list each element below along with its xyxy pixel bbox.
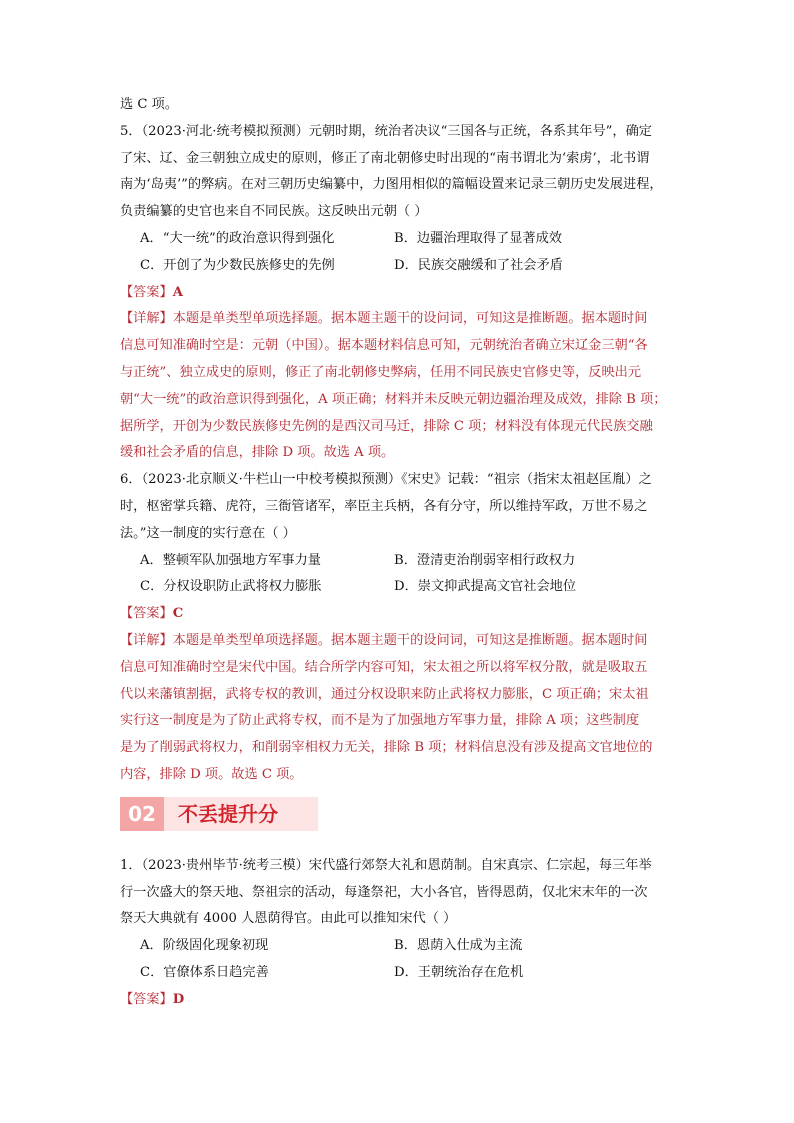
options-row bbox=[120, 960, 682, 987]
answer-value: A bbox=[172, 284, 183, 300]
options-row bbox=[120, 253, 682, 280]
question-text-line: 行一次盛大的祭天地、祭祖宗的活动，每逢祭祀，大小各官，皆得恩荫，仅北宋末年的一次 bbox=[120, 884, 648, 900]
document-page bbox=[120, 92, 682, 1014]
section2-question-1 bbox=[120, 853, 682, 1014]
option-b: B．边疆治理取得了显著成效 bbox=[394, 230, 562, 246]
options-row bbox=[120, 933, 682, 960]
options-row bbox=[120, 574, 682, 601]
option-a: A．阶级固化现象初现 bbox=[140, 938, 269, 954]
option-b: B．澄清吏治削弱宰相行政权力 bbox=[394, 552, 576, 568]
continuation-line: 选 C 项。 bbox=[120, 97, 179, 112]
explanation-line: 信息可知准确时空是：元朝（中国）。据本题材料信息可知，元朝统治者确立宋辽金三朝“各 bbox=[120, 338, 648, 354]
explanation-line: 是为了削弱武将权力，和削弱宰相权力无关，排除 B 项；材料信息没有涉及提高文官地位的 bbox=[120, 740, 653, 756]
option-b: B．恩荫入仕成为主流 bbox=[394, 938, 523, 954]
explanation-line bbox=[120, 628, 682, 655]
options-row bbox=[120, 226, 682, 253]
explanation-line: 朝“大一统”的政治意识得到强化，A 项正确；材料并未反映元朝边疆治理及成效，排除 B 项； bbox=[120, 391, 667, 407]
options-row bbox=[120, 548, 682, 575]
question-text-line: 法。”这一制度的实行意在（ ） bbox=[120, 525, 296, 541]
question-text-line: 时，枢密掌兵籍、虎符，三衙管诸军，率臣主兵柄，各有分守，所以维持军政，万世不易之 bbox=[120, 498, 648, 514]
answer-label: 【答案】 bbox=[120, 991, 173, 1007]
question-text-line: 6．（2023·北京顺义·牛栏山一中校考模拟预测）《宋史》记载：“祖宗（指宋太祖赵匡胤）之 bbox=[120, 472, 652, 488]
question-text-line: 1．（2023·贵州毕节·统考三模）宋代盛行郊祭大礼和恩荫制。自宋真宗、仁宗起，每三年举 bbox=[120, 857, 652, 873]
answer-value: D bbox=[172, 991, 185, 1007]
option-c: C．开创了为少数民族修史的先例 bbox=[140, 257, 335, 273]
option-d: D．王朝统治存在危机 bbox=[394, 964, 524, 980]
explanation-line: 代以来藩镇割据，武将专权的教训，通过分权设职来防止武将权力膨胀，C 项正确；宋太祖 bbox=[120, 686, 649, 702]
option-c: C．官僚体系日趋完善 bbox=[140, 964, 269, 980]
question-6 bbox=[120, 467, 682, 789]
explanation-line: 与正统”、独立成史的原则，修正了南北朝修史弊病，任用不同民族史官修史等，反映出元 bbox=[120, 364, 642, 380]
explanation-label: 【详解】 bbox=[120, 311, 173, 327]
question-5 bbox=[120, 119, 682, 467]
option-c: C．分权设职防止武将权力膨胀 bbox=[140, 579, 322, 595]
explanation-label: 【详解】 bbox=[120, 632, 173, 648]
explanation-text: 本题是单类型单项选择题。据本题主题干的设问词，可知这是推断题。据本题时间 bbox=[172, 311, 648, 327]
option-d: D．民族交融缓和了社会矛盾 bbox=[394, 257, 563, 273]
answer-line bbox=[120, 601, 682, 628]
question-text-line: 祭天大典就有 4000 人恩荫得官。由此可以推知宋代（ ） bbox=[120, 911, 457, 927]
explanation-line: 信息可知准确时空是宋代中国。结合所学内容可知，宋太祖之所以将军权分散，就是吸取五 bbox=[120, 659, 648, 675]
explanation-line: 实行这一制度是为了防止武将专权，而不是为了加强地方军事力量，排除 A 项；这些制度 bbox=[120, 713, 640, 729]
explanation-line bbox=[120, 306, 682, 333]
question-text-line: 负责编纂的史官也来自不同民族。这反映出元朝（ ） bbox=[120, 204, 428, 220]
option-a: A．“大一统”的政治意识得到强化 bbox=[140, 230, 335, 246]
explanation-line: 据所学，开创为少数民族修史先例的是西汉司马迁，排除 C 项；材料没有体现元代民族交融 bbox=[120, 418, 653, 434]
section-header bbox=[120, 797, 682, 831]
question-text-line: 5．（2023·河北·统考模拟预测）元朝时期，统治者决议“三国各与正统，各系其年号”，确定 bbox=[120, 123, 652, 139]
answer-value: C bbox=[172, 606, 184, 622]
explanation-text: 本题是单类型单项选择题。据本题主题干的设问词，可知这是推断题。据本题时间 bbox=[172, 632, 648, 648]
section-title: 不丢提升分 bbox=[164, 797, 318, 831]
answer-line bbox=[120, 280, 682, 307]
question-text-line: 南为‘岛夷’”的弊病。在对三朝历史编纂中，力图用相似的篇幅设置来记录三朝历史发展进程， bbox=[120, 177, 663, 193]
answer-label: 【答案】 bbox=[120, 606, 173, 622]
option-d: D．崇文抑武提高文官社会地位 bbox=[394, 579, 577, 595]
question-text-line: 了宋、辽、金三朝独立成史的原则，修正了南北朝修史时出现的“南书谓北为‘索虏’，北书谓 bbox=[120, 150, 650, 166]
option-a: A．整顿军队加强地方军事力量 bbox=[140, 552, 321, 568]
explanation-line: 内容，排除 D 项。故选 C 项。 bbox=[120, 766, 303, 782]
answer-label: 【答案】 bbox=[120, 284, 173, 300]
section-number: 02 bbox=[120, 797, 164, 831]
answer-line bbox=[120, 987, 682, 1014]
explanation-line: 缓和社会矛盾的信息，排除 D 项。故选 A 项。 bbox=[120, 445, 395, 461]
